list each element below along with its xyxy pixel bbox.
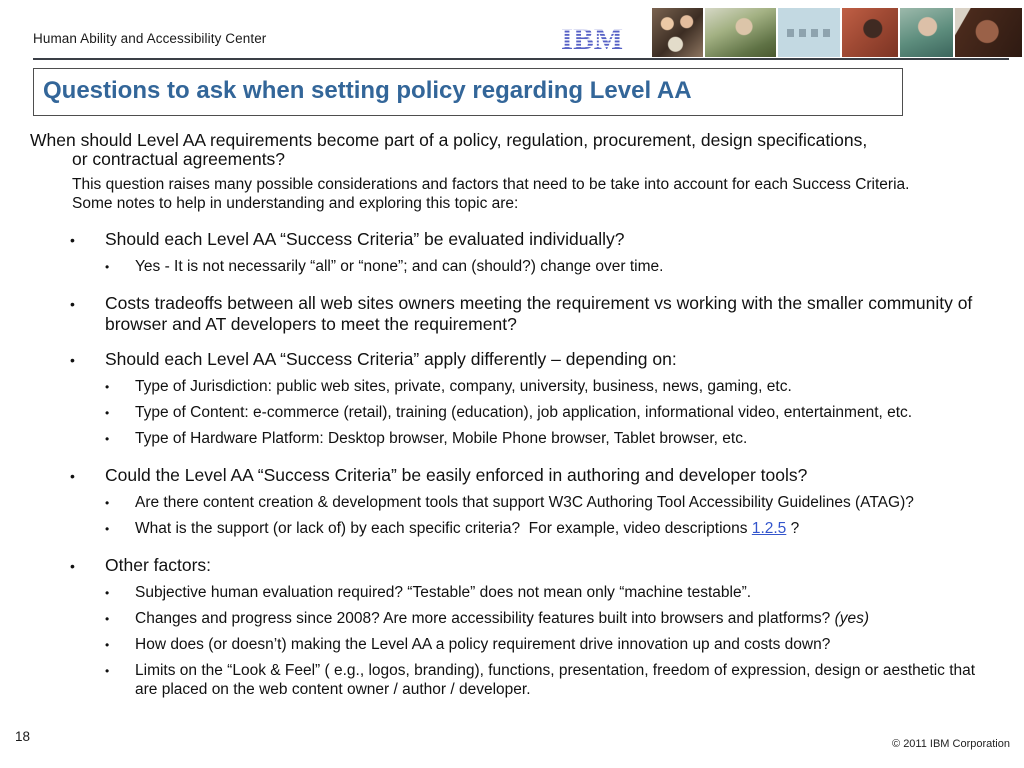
- sub-bullet-text-pre: What is the support (or lack of) by each specific criteria? For example, video descriptions: [135, 520, 752, 537]
- sub-bullet-text: • Type of Content: e-commerce (retail), training (education), job application, informational video, entertainment, etc.: [135, 404, 913, 421]
- slide-body: [30, 131, 1012, 699]
- bullet-enforced-in-tools: [70, 465, 1012, 487]
- link-1-2-5[interactable]: 1.2.5: [751, 520, 787, 537]
- sub-bullet-text: [135, 519, 799, 538]
- sub-bullet-text: • Type of Hardware Platform: Desktop browser, Mobile Phone browser, Tablet browser, etc.: [135, 430, 748, 447]
- page-title: Questions to ask when setting policy regarding Level AA: [43, 77, 692, 104]
- ibm-logo-svg: [560, 24, 632, 53]
- sub-bullet-type-of-hardware-platform: [105, 429, 1012, 449]
- bullet-text: • Costs tradeoffs between all web sites owners meeting the requirement vs working with the smaller community of browser and AT developers to meet the requirement?: [105, 293, 978, 334]
- sub-bullet-atag-tools: [105, 493, 1012, 513]
- sub-bullet-subjective-evaluation: [105, 583, 1012, 603]
- sub-bullet-text: • Are there content creation & development tools that support W3C Authoring Tool Accessibility Guidelines (ATAG)?: [135, 494, 914, 511]
- photo-wheelchair-athlete: [842, 8, 898, 57]
- sub-bullet-text: • Yes - It is not necessarily “all” or “none”; and can (should?) change over time.: [135, 258, 664, 275]
- photo-man-with-plant: [705, 8, 776, 57]
- sub-bullet-text-pre: Changes and progress since 2008? Are more accessibility features built into browsers and platforms?: [135, 610, 835, 627]
- copyright-notice: © 2011 IBM Corporation: [892, 738, 1010, 750]
- bullet-text: • Should each Level AA “Success Criteria” apply differently – depending on:: [105, 349, 677, 369]
- sub-bullet-text-post: ?: [786, 520, 800, 537]
- sub-bullet-yes-not-all-or-none: [105, 257, 1012, 277]
- intro-note-line2: Some notes to help in understanding and exploring this topic are:: [72, 194, 519, 212]
- sub-bullet-limits-look-and-feel: [105, 661, 1012, 699]
- photo-elder-man: [955, 8, 1022, 57]
- page-number: 18: [15, 729, 31, 744]
- sub-bullet-support-by-criteria: [105, 519, 1012, 539]
- title-box: [33, 68, 903, 116]
- bullet-text: • Should each Level AA “Success Criteria” be evaluated individually?: [105, 229, 625, 249]
- intro-question-line1: When should Level AA requirements become part of a policy, regulation, procurement, design specifications,: [30, 130, 868, 150]
- bullet-other-factors: [70, 555, 1012, 577]
- intro-question-line2: or contractual agreements?: [72, 149, 286, 169]
- sub-bullet-text: • Subjective human evaluation required? “Testable” does not mean only “machine testable”.: [135, 584, 752, 601]
- sub-bullet-drive-innovation: [105, 635, 1012, 655]
- intro-note-line1: This question raises many possible considerations and factors that need to be take into account for each Success Criteria.: [72, 176, 910, 193]
- bullet-costs-tradeoffs: [70, 293, 1012, 335]
- sub-bullet-type-of-jurisdiction: [105, 377, 1012, 397]
- sub-bullet-text: • Limits on the “Look & Feel” ( e.g., logos, branding), functions, presentation, freedom of expression, design or aesthetic that are placed on the web content owner / author / developer.: [135, 662, 980, 698]
- bullet-apply-differently: [70, 349, 1012, 371]
- bullet-text: • Could the Level AA “Success Criteria” be easily enforced in authoring and developer tools?: [105, 465, 808, 485]
- sub-bullet-text-italic-yes: (yes): [834, 610, 870, 627]
- sub-bullet-text: • How does (or doesn’t) making the Level AA a policy requirement drive innovation up and costs down?: [135, 636, 831, 653]
- photo-braille-display-panel: [778, 8, 840, 57]
- bullet-text: • Other factors:: [105, 555, 212, 575]
- org-name: Human Ability and Accessibility Center: [33, 31, 267, 46]
- braille-dots: [787, 29, 833, 37]
- ibm-logo-icon: [560, 24, 632, 53]
- photo-banner-strip: [652, 8, 1024, 57]
- ibm-logo-text: IBM: [561, 24, 623, 53]
- photo-smiling-woman: [900, 8, 953, 57]
- sub-bullet-text: [135, 609, 869, 628]
- sub-bullet-changes-since-2008: [105, 609, 1012, 629]
- bullet-evaluated-individually: [70, 229, 1012, 251]
- photo-family-faces: [652, 8, 703, 57]
- sub-bullet-type-of-content: [105, 403, 1012, 423]
- header-divider-line: [33, 58, 1009, 60]
- sub-bullet-text: • Type of Jurisdiction: public web sites, private, company, university, business, news, gaming, etc.: [135, 378, 792, 395]
